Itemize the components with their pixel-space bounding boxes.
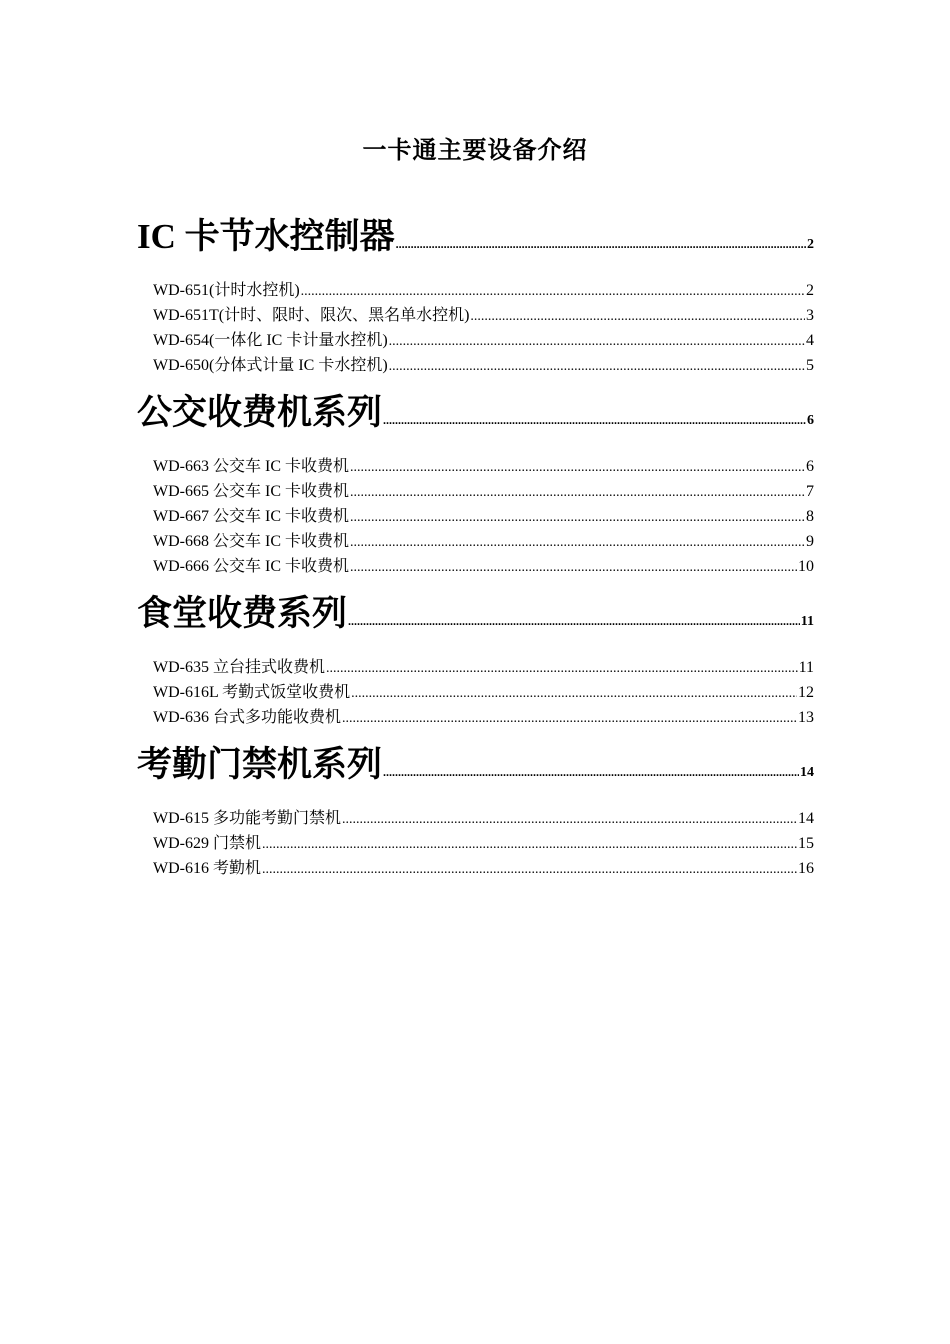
toc-item[interactable] [137,705,814,730]
toc-item-label: WD-667 公交车 IC 卡收费机 [153,508,349,525]
toc-heading-label: 食堂收费系列 [137,594,348,633]
toc-item-page: 5 [806,357,814,374]
toc-item[interactable] [137,278,814,303]
toc-item[interactable] [137,806,814,831]
toc-item-label: WD-654(一体化 IC 卡计量水控机) [153,332,388,349]
toc-section-canteen-fare-machines [137,587,814,738]
toc-section-attendance-access-machines [137,738,814,889]
toc-heading-label: 考勤门禁机系列 [137,745,383,784]
toc-item[interactable] [137,856,814,881]
dot-leader [351,681,797,706]
toc-item-label: WD-616L 考勤式饭堂收费机 [153,684,351,701]
dot-leader [262,857,797,882]
toc-item[interactable] [137,454,814,479]
dot-leader [262,832,797,857]
toc-heading-page: 6 [807,413,814,428]
dot-leader [348,614,800,629]
toc-heading[interactable] [137,738,814,792]
toc-section-ic-water-controller [137,210,814,386]
dot-leader [350,530,805,555]
toc-heading-page: 11 [800,614,814,629]
toc-item-page: 12 [798,684,814,701]
toc-item-page: 16 [798,860,814,877]
toc-item-page: 9 [806,533,814,550]
toc-item[interactable] [137,554,814,579]
toc-heading[interactable] [137,587,814,641]
dot-leader [350,455,805,480]
toc-item[interactable] [137,831,814,856]
toc-item-label: WD-615 多功能考勤门禁机 [153,810,341,827]
toc-item-label: WD-663 公交车 IC 卡收费机 [153,458,349,475]
toc-heading-label: 公交收费机系列 [137,393,383,432]
toc-item-label: WD-651(计时水控机) [153,282,300,299]
toc-item-label: WD-629 门禁机 [153,835,261,852]
dot-leader [350,505,805,530]
toc-item-label: WD-668 公交车 IC 卡收费机 [153,533,349,550]
toc-item[interactable] [137,655,814,680]
toc-item[interactable] [137,353,814,378]
toc-item-page: 3 [806,307,814,324]
toc-item-label: WD-651T(计时、限时、限次、黑名单水控机) [153,307,470,324]
toc-item-page: 14 [798,810,814,827]
toc-item-label: WD-666 公交车 IC 卡收费机 [153,558,349,575]
dot-leader [389,329,805,354]
dot-leader [350,480,805,505]
toc-item-page: 11 [798,659,814,676]
dot-leader [301,279,805,304]
toc-item-label: WD-665 公交车 IC 卡收费机 [153,483,349,500]
toc-item-page: 13 [798,709,814,726]
dot-leader [326,656,798,681]
toc-item-page: 2 [806,282,814,299]
toc-item-label: WD-616 考勤机 [153,860,261,877]
toc-heading[interactable] [137,386,814,440]
toc-item[interactable] [137,529,814,554]
dot-leader [383,413,806,428]
toc-item[interactable] [137,504,814,529]
dot-leader [342,807,797,832]
dot-leader [396,237,806,252]
dot-leader [389,354,805,379]
toc-heading[interactable] [137,210,814,264]
toc-section-bus-fare-machines [137,386,814,587]
toc-item[interactable] [137,303,814,328]
toc-heading-page: 14 [800,765,814,780]
toc-item-page: 10 [798,558,814,575]
toc-item-label: WD-635 立台挂式收费机 [153,659,325,676]
toc-item-page: 6 [806,458,814,475]
document-title: 一卡通主要设备介绍 [362,138,588,164]
toc-item-page: 15 [798,835,814,852]
toc-item-page: 8 [806,508,814,525]
table-of-contents [137,210,814,889]
toc-item-page: 4 [806,332,814,349]
toc-heading-label: IC 卡节水控制器 [137,217,395,256]
toc-item-label: WD-636 台式多功能收费机 [153,709,341,726]
dot-leader [470,304,805,329]
toc-item[interactable] [137,680,814,705]
toc-item[interactable] [137,479,814,504]
toc-heading-page: 2 [807,237,814,252]
dot-leader [383,765,799,780]
toc-item-label: WD-650(分体式计量 IC 卡水控机) [153,357,388,374]
toc-item-page: 7 [806,483,814,500]
toc-item[interactable] [137,328,814,353]
dot-leader [342,706,797,731]
dot-leader [350,555,797,580]
